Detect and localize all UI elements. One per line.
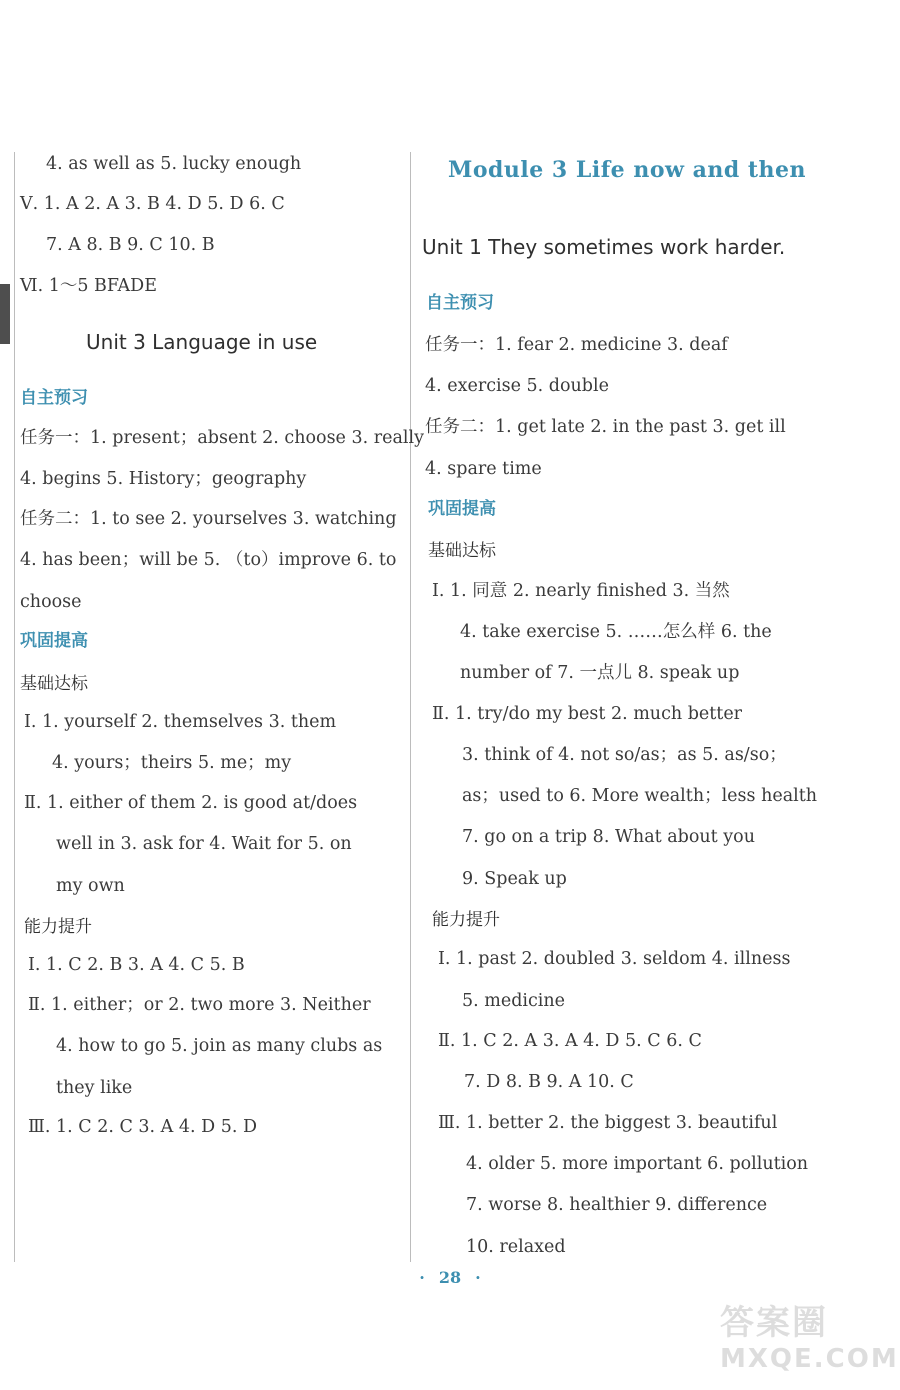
answer-line: 10. relaxed xyxy=(466,1237,566,1257)
watermark-line1: 答案圈 xyxy=(720,1303,828,1343)
subsection-title-basic: 基础达标 xyxy=(428,541,496,561)
answer-line: Ⅱ. 1. either of them 2. is good at/does xyxy=(24,793,358,813)
answer-line: 7. D 8. B 9. A 10. C xyxy=(464,1072,634,1092)
binding-edge-mark xyxy=(0,284,10,344)
answer-line: 4. has been；will be 5. （to）improve 6. to xyxy=(20,550,397,570)
answer-line: 任务一：1. fear 2. medicine 3. deaf xyxy=(425,335,728,355)
answer-line: Ⅱ. 1. either；or 2. two more 3. Neither xyxy=(28,995,371,1015)
section-title-preview: 自主预习 xyxy=(426,293,494,313)
section-title-consolidate: 巩固提高 xyxy=(428,499,496,519)
answer-line: number of 7. 一点儿 8. speak up xyxy=(460,663,740,683)
answer-line: Ⅱ. 1. C 2. A 3. A 4. D 5. C 6. C xyxy=(438,1031,702,1051)
answer-line: Ⅰ. 1. 同意 2. nearly finished 3. 当然 xyxy=(432,581,730,601)
page-dot-right: · xyxy=(475,1268,481,1287)
subsection-title-basic: 基础达标 xyxy=(20,674,88,694)
answer-line: Ⅵ. 1～5 BFADE xyxy=(20,276,157,296)
answer-line: Ⅲ. 1. better 2. the biggest 3. beautiful xyxy=(438,1113,778,1133)
answer-line: choose xyxy=(20,592,82,612)
unit-heading: Unit 1 They sometimes work harder. xyxy=(422,235,786,259)
answer-line: Ⅱ. 1. try/do my best 2. much better xyxy=(432,704,743,724)
answer-line: Ⅴ. 1. A 2. A 3. B 4. D 5. D 6. C xyxy=(20,194,285,214)
answer-line: 7. go on a trip 8. What about you xyxy=(462,827,755,847)
answer-line: Ⅲ. 1. C 2. C 3. A 4. D 5. D xyxy=(28,1117,258,1137)
answer-line: Ⅰ. 1. yourself 2. themselves 3. them xyxy=(24,712,337,732)
answer-line: 任务二：1. get late 2. in the past 3. get ill xyxy=(425,417,786,437)
watermark-logo xyxy=(720,1295,899,1380)
answer-line: 4. how to go 5. join as many clubs as xyxy=(56,1036,383,1056)
answer-line: 任务二：1. to see 2. yourselves 3. watching xyxy=(20,509,397,529)
answer-line: 9. Speak up xyxy=(462,869,567,889)
page-dot-left: · xyxy=(419,1268,425,1287)
answer-line: 3. think of 4. not so/as；as 5. as/so； xyxy=(462,745,787,765)
answer-line: 4. older 5. more important 6. pollution xyxy=(466,1154,809,1174)
section-title-preview: 自主预习 xyxy=(20,388,88,408)
module-heading: Module 3 Life now and then xyxy=(448,157,807,183)
answer-line: 4. yours；theirs 5. me；my xyxy=(52,753,292,773)
answer-line: my own xyxy=(56,876,125,896)
answer-line: 任务一：1. present；absent 2. choose 3. really xyxy=(20,428,424,448)
answer-line: Ⅰ. 1. past 2. doubled 3. seldom 4. illness xyxy=(438,949,791,969)
answer-line: 4. as well as 5. lucky enough xyxy=(46,154,302,174)
section-title-consolidate: 巩固提高 xyxy=(20,631,88,651)
column-divider xyxy=(410,152,411,1262)
answer-line: well in 3. ask for 4. Wait for 5. on xyxy=(56,834,352,854)
answer-line: as；used to 6. More wealth；less health xyxy=(462,786,818,806)
page-number-value: 28 xyxy=(438,1268,462,1287)
subsection-title-ability: 能力提升 xyxy=(24,917,92,937)
left-margin-rule xyxy=(14,152,15,1262)
answer-line: 7. worse 8. healthier 9. difference xyxy=(466,1195,768,1215)
watermark-line2: MXQE.COM xyxy=(720,1344,899,1374)
answer-line: 4. exercise 5. double xyxy=(425,376,609,396)
answer-line: 4. spare time xyxy=(425,459,542,479)
answer-line: Ⅰ. 1. C 2. B 3. A 4. C 5. B xyxy=(28,955,245,975)
answer-line: 7. A 8. B 9. C 10. B xyxy=(46,235,215,255)
answer-line: 5. medicine xyxy=(462,991,566,1011)
unit-heading: Unit 3 Language in use xyxy=(86,330,318,354)
answer-line: 4. take exercise 5. ……怎么样 6. the xyxy=(460,622,772,642)
answer-line: 4. begins 5. History；geography xyxy=(20,469,307,489)
page-number xyxy=(0,1268,900,1287)
subsection-title-ability: 能力提升 xyxy=(432,910,500,930)
answer-line: they like xyxy=(56,1078,133,1098)
